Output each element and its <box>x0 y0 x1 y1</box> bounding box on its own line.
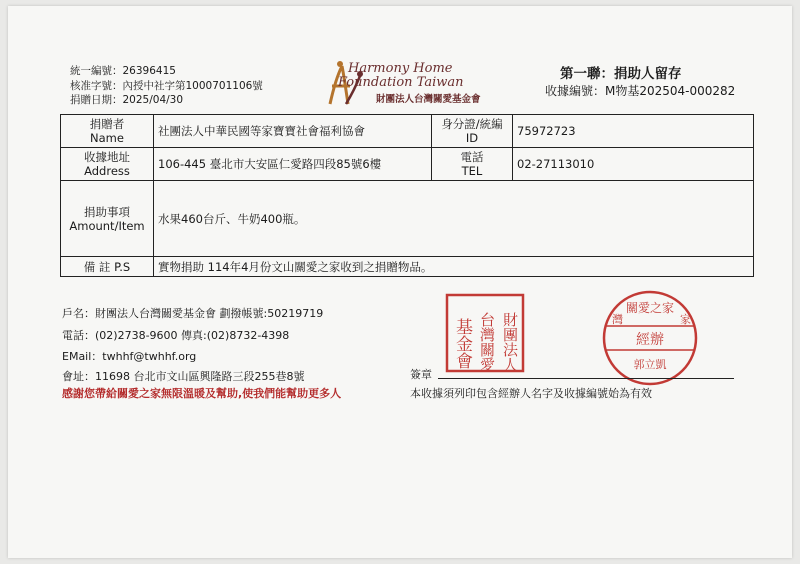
logo-subtitle: 財團法人台灣關愛基金會 <box>376 94 481 105</box>
item-row <box>61 181 754 257</box>
logo-line-1: Harmony Home <box>348 61 453 76</box>
address-label-en: Address <box>84 164 130 178</box>
donor-value: 社團法人中華民國等家寶寶社會福利協會 <box>154 115 432 148</box>
email-info: EMail：twhhf@twhhf.org <box>62 350 197 363</box>
seal-right-top: 關愛之家 <box>625 301 675 315</box>
donation-date: 捐贈日期：2025/04/30 <box>70 94 184 106</box>
donor-label <box>61 115 154 148</box>
thanks-message: 感謝您帶給關愛之家無限溫暖及幫助,使我們能幫助更多人 <box>62 386 342 400</box>
validity-notice: 本收據須列印包含經辦人名字及收據編號始為有效 <box>410 387 652 400</box>
address-row <box>61 148 754 181</box>
address-label <box>61 148 154 181</box>
donor-label-zh: 捐贈者 <box>89 117 125 131</box>
seal-left-col-2: 台灣關愛 <box>478 312 496 372</box>
tel-label-en: TEL <box>461 164 483 178</box>
seal-right-name: 郭立凱 <box>633 358 667 371</box>
signature-line <box>438 378 734 379</box>
account-info: 戶名：財團法人台灣關愛基金會 劃撥帳號:50219719 <box>62 307 324 320</box>
seal-right-right: 家 <box>680 313 691 326</box>
seal-right-left: 灣 <box>612 313 623 326</box>
item-label-en: Amount/Item <box>69 218 145 233</box>
id-label-2: ID <box>465 131 479 145</box>
donor-label-en: Name <box>90 131 124 145</box>
copy-title: 第一聯：捐助人留存 <box>560 66 682 82</box>
id-value: 75972723 <box>513 115 754 148</box>
donation-info-table <box>60 114 754 277</box>
receipt-number: 收據編號：M物基202504-000282 <box>545 84 736 98</box>
receipt-meta <box>70 64 263 108</box>
address-info: 會址：11698 台北市文山區興隆路三段255巷8號 <box>62 369 305 383</box>
seal-left-col-1: 財團法人 <box>501 312 519 372</box>
item-label <box>61 181 154 257</box>
logo-line-2: Foundation Taiwan <box>338 75 464 90</box>
signature-label: 簽章 <box>410 368 432 381</box>
handler-seal-icon <box>598 288 702 388</box>
donor-row <box>61 115 754 148</box>
address-label-zh: 收據地址 <box>84 150 130 164</box>
address-value: 106-445 臺北市大安區仁愛路四段85號6樓 <box>154 148 432 181</box>
seal-left-col-3: 基金會 <box>452 318 472 369</box>
tel-label-zh: 電話 <box>460 150 484 164</box>
foundation-seal-icon <box>444 292 526 374</box>
item-label-zh: 捐助事項 <box>84 204 130 219</box>
note-value: 實物捐助 114年4月份文山關愛之家收到之捐贈物品。 <box>154 257 754 277</box>
phone-info: 電話：(02)2738-9600 傳真:(02)8732-4398 <box>62 328 290 342</box>
tel-value: 02-27113010 <box>513 148 754 181</box>
item-value: 水果460台斤、牛奶400瓶。 <box>154 181 754 257</box>
approval-number: 核准字號：內授中社字第1000701106號 <box>70 79 263 92</box>
tel-label <box>432 148 513 181</box>
note-row <box>61 257 754 277</box>
note-label: 備 註 P.S <box>61 257 154 277</box>
logo-wordmark <box>336 62 496 90</box>
seal-right-mid: 經辦 <box>636 332 664 348</box>
id-label <box>432 115 513 148</box>
foundation-contact <box>62 303 341 402</box>
tax-id: 統一編號：26396415 <box>70 65 176 77</box>
id-label-1: 身分證/統編 <box>441 117 503 131</box>
